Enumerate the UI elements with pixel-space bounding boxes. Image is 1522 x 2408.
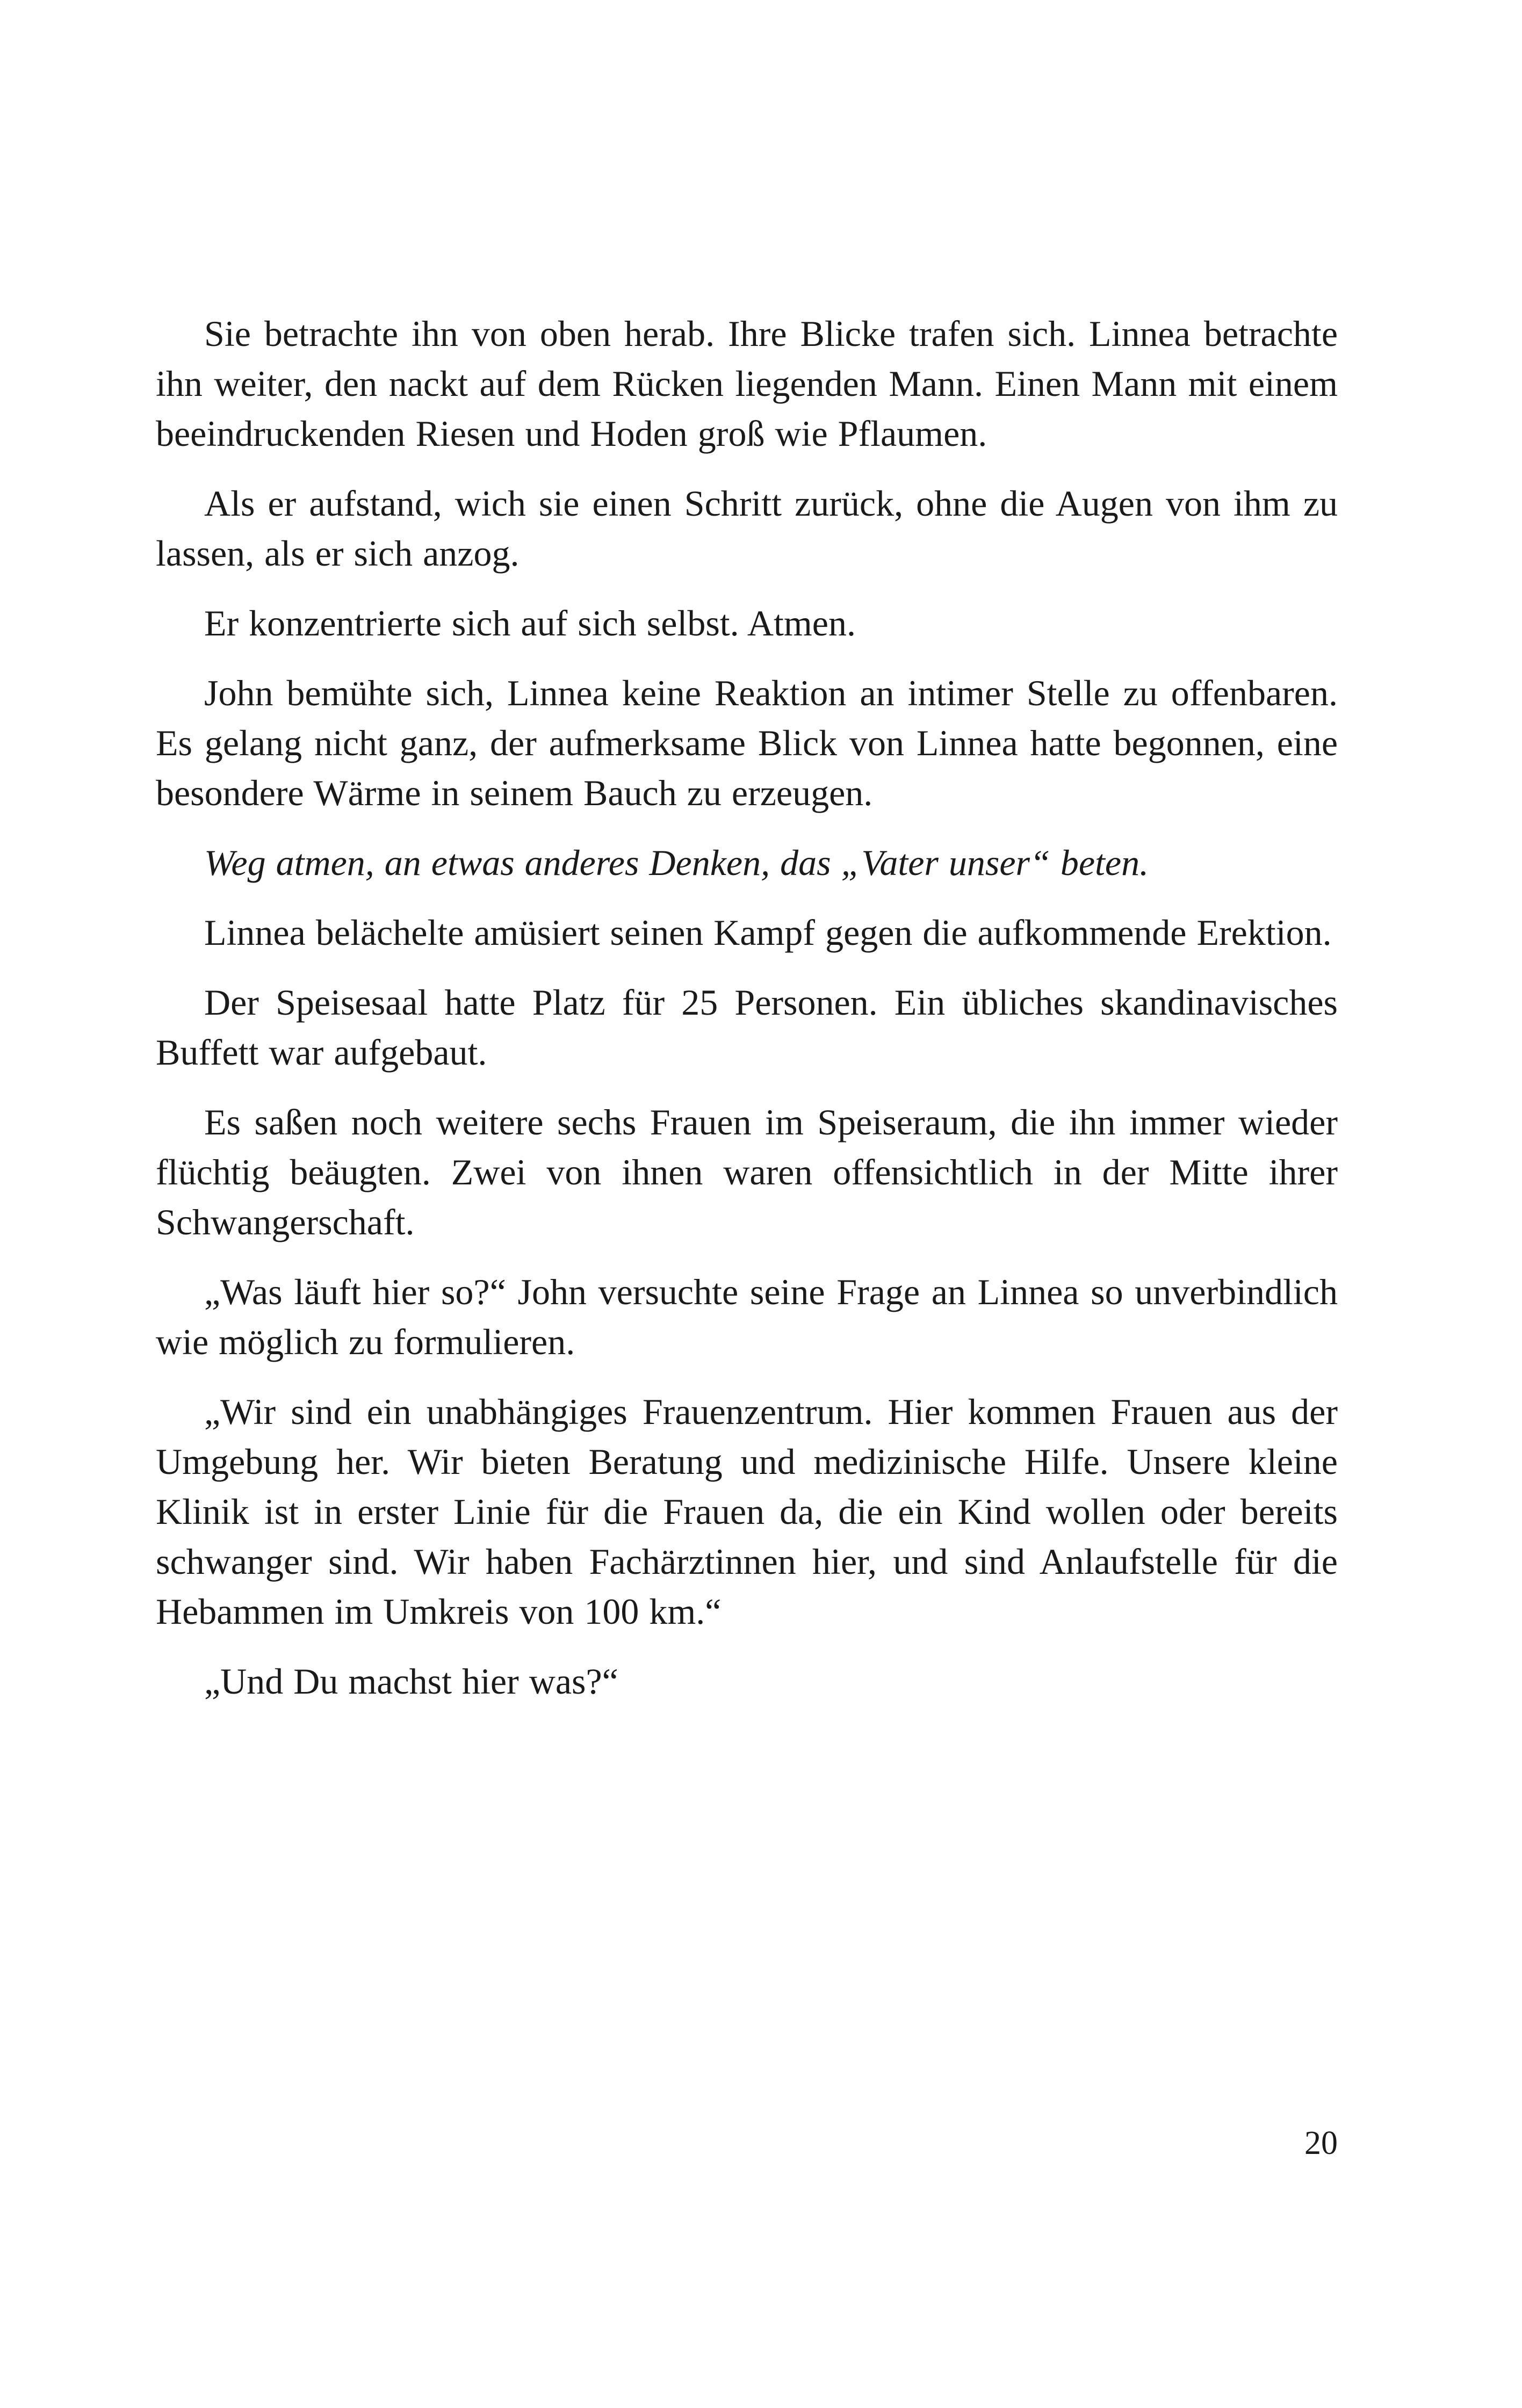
- paragraph-4: John bemühte sich, Linnea keine Reaktion an intimer Stelle zu offenbaren. Es gelang nicht ganz, der aufmerksame Blick von Linnea hatte begonnen, eine besondere Wärme in seinem Bauch zu erzeugen.: [156, 672, 1338, 813]
- paragraph-9: „Was läuft hier so?“ John versuchte seine Frage an Linnea so unverbindlich wie möglich zu formulieren.: [156, 1271, 1338, 1362]
- paragraph-8: Es saßen noch weitere sechs Frauen im Speiseraum, die ihn immer wieder flüchtig beäugten. Zwei von ihnen waren offensichtlich in der Mitte ihrer Schwangerschaft.: [156, 1102, 1338, 1242]
- paragraph-11: „Und Du machst hier was?“: [204, 1661, 618, 1702]
- paragraph-2: Als er aufstand, wich sie einen Schritt zurück, ohne die Augen von ihm zu lassen, als er sich anzog.: [156, 483, 1338, 574]
- page-number: 20: [1304, 2125, 1338, 2161]
- paragraph-6: Linnea belächelte amüsiert seinen Kampf gegen die aufkommende Erektion.: [204, 912, 1332, 953]
- paragraph-10: „Wir sind ein unabhängiges Frauenzentrum. Hier kommen Frauen aus der Umgebung her. Wir bieten Beratung und medizinische Hilfe. Unsere kleine Klinik ist in erster Linie für die Frauen da, die ein Kind wollen oder bereits schwanger sind. Wir haben Fachärztinnen hier, und sind Anlaufstelle für die Hebammen im Umkreis von 100 km.“: [156, 1391, 1338, 1632]
- paragraph-1: Sie betrachte ihn von oben herab. Ihre Blicke trafen sich. Linnea betrachte ihn weiter, den nackt auf dem Rücken liegenden Mann. Einen Mann mit einem beeindruckenden Riesen und Hoden groß wie Pflaumen.: [156, 313, 1338, 454]
- paragraph-7: Der Speisesaal hatte Platz für 25 Personen. Ein übliches skandinavisches Buffett war aufgebaut.: [156, 982, 1338, 1073]
- body-text: [156, 309, 1338, 1726]
- paragraph-5-italic-thought: Weg atmen, an etwas anderes Denken, das „Vater unser“ beten.: [204, 842, 1149, 883]
- paragraph-3: Er konzentrierte sich auf sich selbst. Atmen.: [204, 603, 856, 643]
